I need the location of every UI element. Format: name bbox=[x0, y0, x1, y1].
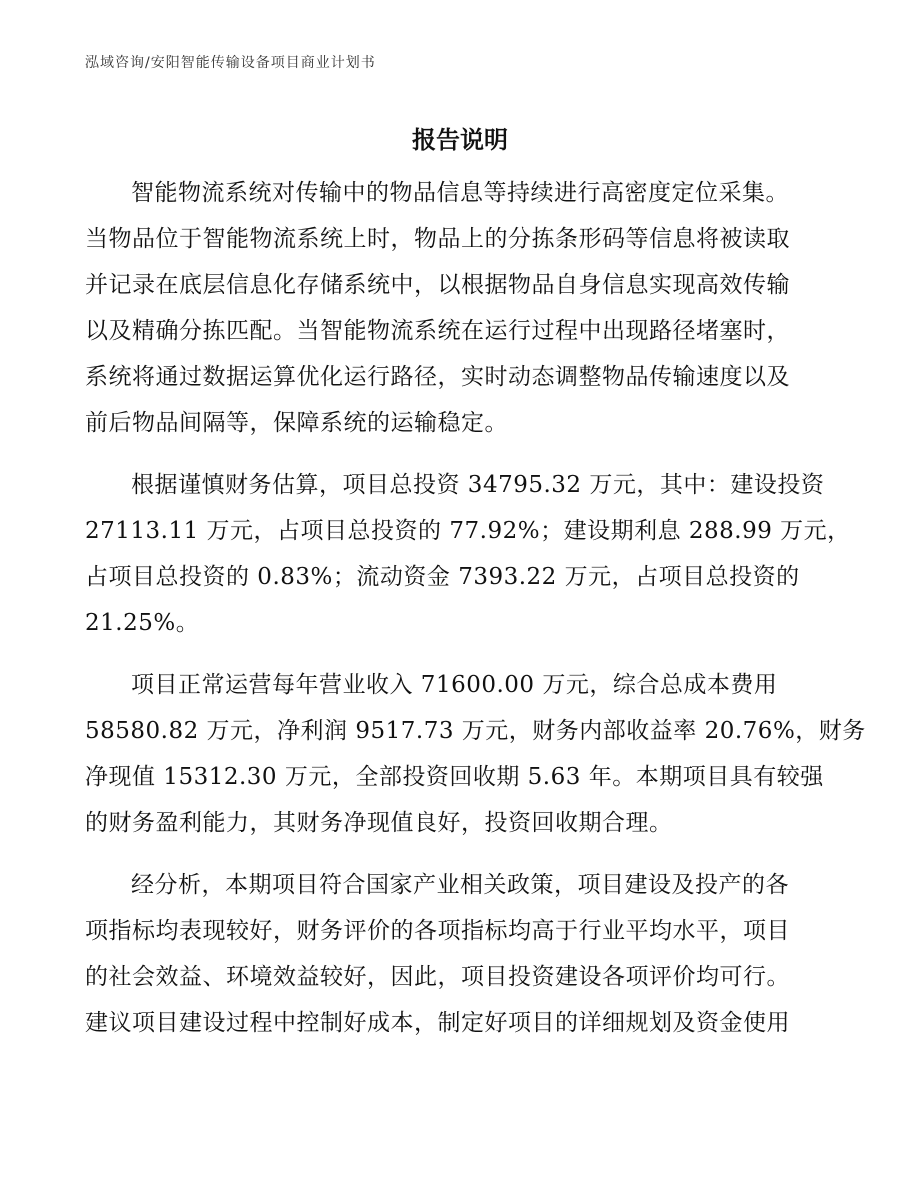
paragraph bbox=[85, 662, 866, 846]
paragraph-line: 58580.82 万元，净利润 9517.73 万元，财务内部收益率 20.76%，财务 bbox=[85, 718, 866, 744]
running-header: 泓域咨询/安阳智能传输设备项目商业计划书 bbox=[85, 55, 376, 71]
paragraph-line: 以及精确分拣匹配。当智能物流系统在运行过程中出现路径堵塞时， bbox=[85, 318, 790, 344]
paragraph-line: 的社会效益、环境效益较好，因此，项目投资建设各项评价均可行。 bbox=[85, 964, 790, 990]
paragraph-line: 建议项目建设过程中控制好成本，制定好项目的详细规划及资金使用 bbox=[85, 1010, 790, 1036]
paragraph-line: 并记录在底层信息化存储系统中，以根据物品自身信息实现高效传输 bbox=[85, 272, 790, 298]
paragraph-line: 占项目总投资的 0.83%；流动资金 7393.22 万元，占项目总投资的 bbox=[85, 564, 800, 590]
paragraph-line: 净现值 15312.30 万元，全部投资回收期 5.63 年。本期项目具有较强 bbox=[85, 764, 824, 790]
paragraph-line: 智能物流系统对传输中的物品信息等持续进行高密度定位采集。 bbox=[131, 180, 789, 206]
section-title: 报告说明 bbox=[412, 126, 508, 154]
paragraph-line: 根据谨慎财务估算，项目总投资 34795.32 万元，其中：建设投资 bbox=[131, 472, 825, 498]
paragraph bbox=[85, 462, 851, 646]
paragraph bbox=[85, 862, 845, 1046]
paragraph-line: 项目正常运营每年营业收入 71600.00 万元，综合总成本费用 bbox=[131, 672, 778, 698]
paragraph-line: 的财务盈利能力，其财务净现值良好，投资回收期合理。 bbox=[85, 810, 673, 836]
document-body bbox=[85, 170, 866, 1062]
paragraph-line: 经分析，本期项目符合国家产业相关政策，项目建设及投产的各 bbox=[131, 872, 789, 898]
paragraph-line: 当物品位于智能物流系统上时，物品上的分拣条形码等信息将被读取 bbox=[85, 226, 790, 252]
paragraph-line: 前后物品间隔等，保障系统的运输稳定。 bbox=[85, 410, 508, 436]
paragraph-line: 系统将通过数据运算优化运行路径，实时动态调整物品传输速度以及 bbox=[85, 364, 790, 390]
paragraph-line: 项指标均表现较好，财务评价的各项指标均高于行业平均水平，项目 bbox=[85, 918, 790, 944]
paragraph-line: 21.25%。 bbox=[85, 610, 200, 636]
paragraph bbox=[85, 170, 845, 446]
paragraph-line: 27113.11 万元，占项目总投资的 77.92%；建设期利息 288.99 万元， bbox=[85, 518, 851, 544]
